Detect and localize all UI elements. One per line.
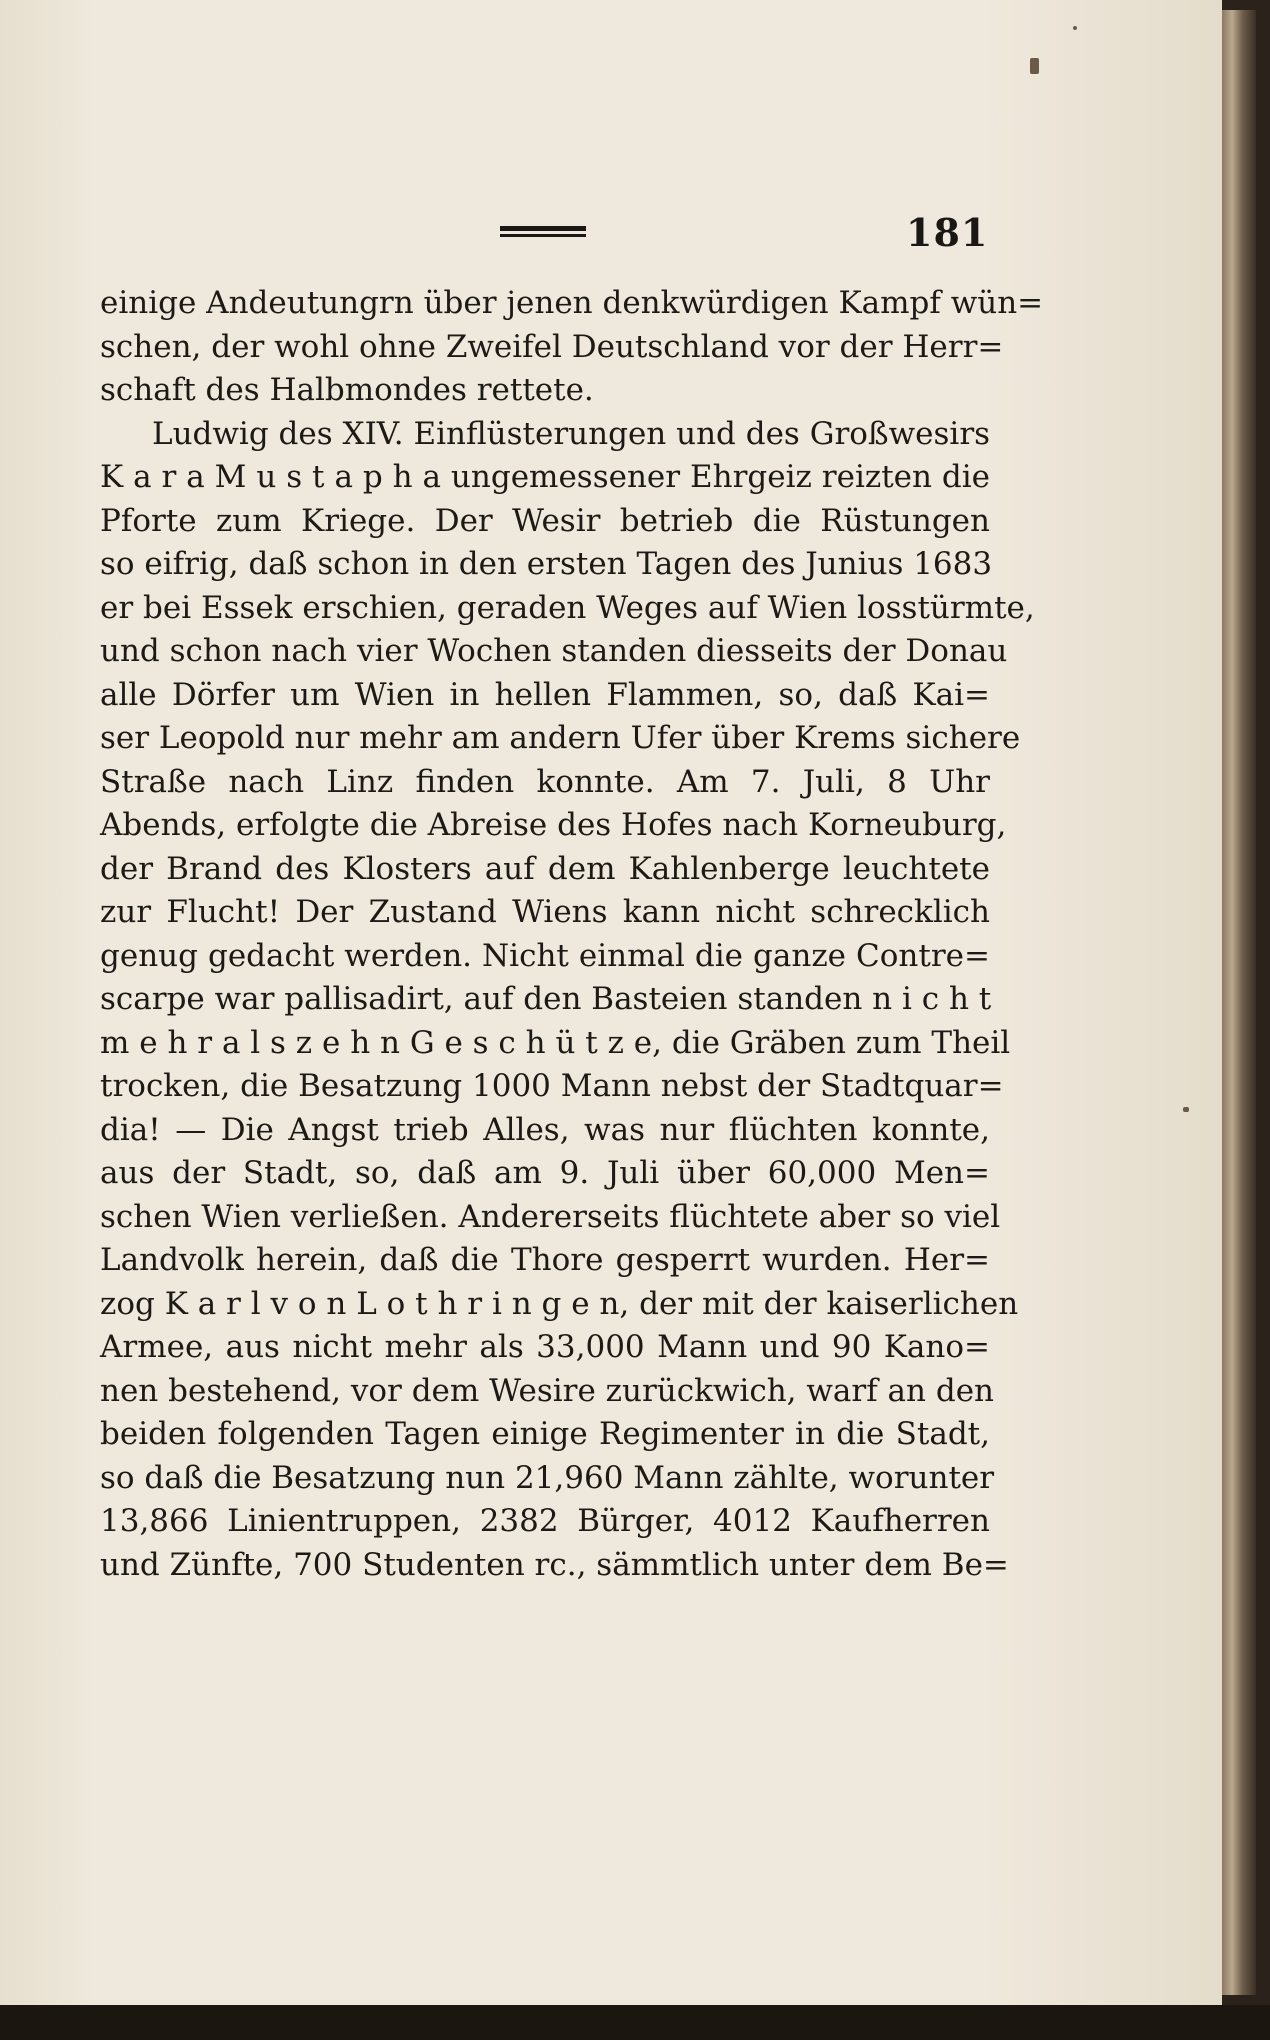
text-line: K a r a M u s t a p h a ungemessener Ehrgeiz reizten die [100,459,990,495]
text-line: so daß die Besatzung nun 21,960 Mann zählte, worunter [100,1459,995,1496]
text-line: Armee, aus nicht mehr als 33,000 Mann und 90 Kano= [100,1329,990,1365]
text-line: so eifrig, daß schon in den ersten Tagen des Junius 1683 [100,546,993,582]
text-line: er bei Essek erschien, geraden Weges auf Wien losstürmte, [100,589,1035,626]
text-line: zog K a r l v o n L o t h r i n g e n, der mit der kaiserlichen [100,1285,1019,1322]
text-line: und schon nach vier Wochen standen diesseits der Donau [100,633,1008,669]
text-line: der Brand des Klosters auf dem Kahlenberge leuchtete [100,850,990,887]
text-line: einige Andeutungrn über jenen denkwürdigen Kampf wün= [100,285,1044,321]
text-line: aus der Stadt, so, daß am 9. Juli über 60,000 Men= [100,1155,990,1191]
text-line: schen Wien verließen. Andererseits flüchtete aber so viel [100,1198,1001,1235]
text-line: 13,866 Linientruppen, 2382 Bürger, 4012 Kaufherren [100,1503,990,1539]
text-line: schaft des Halbmondes rettete. [100,372,594,408]
page-number: 181 [906,210,989,255]
page-edge [1222,10,1256,1995]
text-line: alle Dörfer um Wien in hellen Flammen, so, daß Kai= [100,676,990,713]
text-line: m e h r a l s z e h n G e s c h ü t z e, die Gräben zum Theil [100,1024,1011,1061]
text-line: Ludwig des XIV. Einflüsterungen und des Großwesirs [152,415,991,452]
text-line: trocken, die Besatzung 1000 Mann nebst der Stadtquar= [100,1068,1004,1104]
text-line: scarpe war pallisadirt, auf den Basteien standen n i c h t [100,981,992,1017]
text-line: ser Leopold nur mehr am andern Ufer über Krems sichere [100,720,1021,756]
text-line: Straße nach Linz finden konnte. Am 7. Juli, 8 Uhr [100,763,990,800]
text-line: Abends, erfolgte die Abreise des Hofes nach Korneuburg, [100,807,1007,843]
paper-speck [1073,26,1077,30]
text-line: und Zünfte, 700 Studenten rc., sämmtlich unter dem Be= [100,1546,1009,1583]
text-line: dia! — Die Angst trieb Alles, was nur flüchten konnte, [100,1111,990,1148]
text-line: nen bestehend, vor dem Wesire zurückwich, warf an den [100,1372,995,1409]
text-line: genug gedacht werden. Nicht einmal die ganze Contre= [100,937,990,974]
text-line: schen, der wohl ohne Zweifel Deutschland vor der Herr= [100,328,1004,365]
text-line: Pforte zum Kriege. Der Wesir betrieb die Rüstungen [100,502,990,539]
header-rule [500,226,586,238]
paper-speck [1030,58,1039,74]
paper-speck [1183,1107,1189,1112]
bottom-shadow [0,2005,1270,2040]
text-line: Landvolk herein, daß die Thore gesperrt wurden. Her= [100,1242,990,1278]
text-line: beiden folgenden Tagen einige Regimenter in die Stadt, [100,1416,990,1452]
header-rule-bar [500,234,586,237]
text-line: zur Flucht! Der Zustand Wiens kann nicht schrecklich [100,894,990,930]
header-rule-bar [500,226,586,231]
body-text [100,282,1044,1587]
